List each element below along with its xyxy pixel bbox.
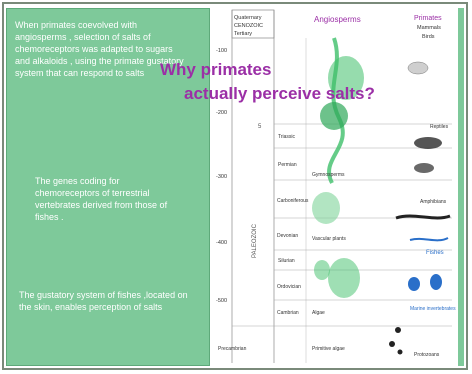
period-carboniferous: Carboniferous (277, 198, 309, 204)
paragraph-primate-coevolution: When primates coevolved with angiosperms , selection of salts of chemoreceptors was adapted to sugars and alkaloids , using the primate gustatory system that can respond to salts (15, 20, 184, 78)
mesozoic-marker: 5 (258, 124, 262, 130)
gymnosperms-label: Gymnosperms (312, 172, 345, 178)
reptiles-label: Reptiles (430, 124, 449, 130)
right-edge-bar (458, 8, 464, 366)
period-cambrian: Cambrian (277, 310, 299, 316)
period-silurian: Silurian (278, 258, 295, 264)
period-triassic: Triassic (278, 134, 296, 140)
period-permian: Permian (278, 162, 297, 168)
tick-300: -300 (216, 174, 228, 180)
period-devonian: Devonian (277, 233, 299, 239)
paragraph-gene-origin: The genes coding for chemoreceptors of terrestrial vertebrates derived from those of fishes . (35, 176, 168, 222)
era-bar (250, 100, 257, 340)
angiosperms-header: Angiosperms (314, 15, 361, 24)
period-precambrian: Precambrian (218, 346, 247, 352)
header-cenozoic: CENOZOIC (234, 23, 264, 29)
primates-header: Primates (414, 15, 442, 22)
fishes-label: Fishes (426, 250, 444, 256)
title-line-2: actually perceive salts? (184, 84, 375, 103)
amphibians-label: Amphibians (420, 199, 447, 205)
algae-label: Algae (312, 310, 325, 316)
tick-200: -200 (216, 110, 228, 116)
paleozoic-era-label: PALEOZOIC (252, 224, 258, 258)
protozoans-label: Protozoans (414, 352, 440, 358)
period-ordovician: Ordovician (277, 284, 301, 290)
header-tertiary: Tertiary (234, 31, 253, 37)
tick-100: -100 (216, 48, 228, 54)
title-line-1: Why primates (160, 60, 272, 79)
mammals-label: Mammals (417, 25, 441, 31)
tick-400: -400 (216, 240, 228, 246)
marine-invertebrates-label: Marine invertebrates (410, 306, 456, 312)
birds-label: Birds (422, 34, 435, 40)
plant-lineage-illustration (312, 38, 364, 298)
header-quaternary: Quaternary (234, 15, 262, 21)
tick-500: -500 (216, 298, 228, 304)
primitive-algae-label: Primitive algae (312, 346, 345, 352)
paragraph-fish-gustatory: The gustatory system of fishes ,located on the skin, enables perception of salts (19, 290, 188, 312)
vascular-plants-label: Vascular plants (312, 236, 346, 242)
